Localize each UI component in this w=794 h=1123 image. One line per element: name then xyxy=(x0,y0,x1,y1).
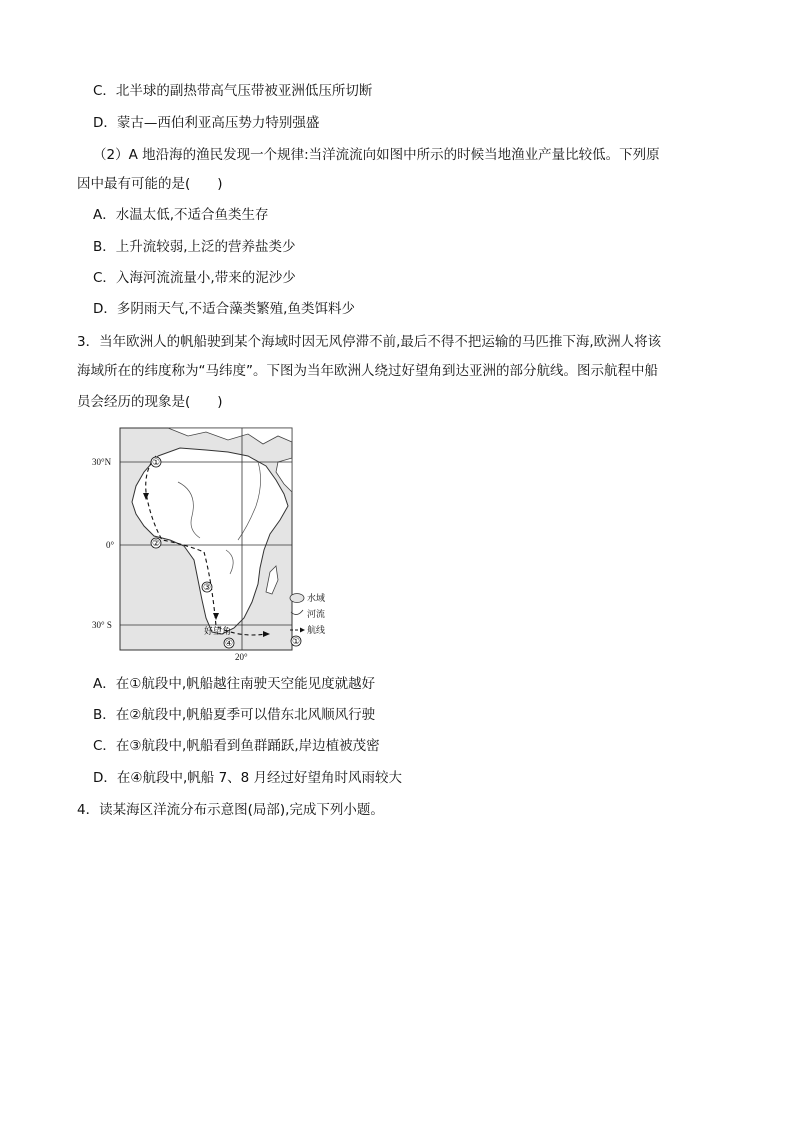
q3-option-b: B．在②航段中,帆船夏季可以借东北风顺风行驶 xyxy=(93,707,376,723)
q2-part1-option-c: C．北半球的副热带高气压带被亚洲低压所切断 xyxy=(93,83,373,99)
q3-option-d: D．在④航段中,帆船 7、8 月经过好望角时风雨较大 xyxy=(93,770,403,786)
legend-river-label: 河流 xyxy=(307,610,326,620)
cape-of-good-hope-label: 好望角 xyxy=(204,627,232,637)
lon-label-20: 20° xyxy=(235,652,248,662)
q2-part2-option-b: B．上升流较弱,上泛的营养盐类少 xyxy=(93,239,296,255)
q3-option-a: A．在①航段中,帆船越往南驶天空能见度就越好 xyxy=(93,676,376,692)
q3-route-map xyxy=(88,422,338,664)
legend-water-label: 水域 xyxy=(307,594,326,604)
segment-marker-2: ② xyxy=(151,539,161,549)
q2-part2-option-d: D．多阴雨天气,不适合藻类繁殖,鱼类饵料少 xyxy=(93,301,355,317)
q2-part1-option-d: D．蒙古—西伯利亚高压势力特别强盛 xyxy=(93,115,320,131)
segment-marker-3: ③ xyxy=(202,583,212,593)
segment-marker-4: ④ xyxy=(224,639,234,649)
q2-part2-stem-line1: （2）A 地沿海的渔民发现一个规律:当洋流流向如图中所示的时候当地渔业产量比较低。下列原 xyxy=(93,147,660,163)
lat-label-30n: 30°N xyxy=(92,457,112,467)
segment-marker-1: ① xyxy=(151,458,161,468)
legend-water-symbol xyxy=(290,594,304,603)
q3-stem-line1: 3．当年欧洲人的帆船驶到某个海域时因无风停滞不前,最后不得不把运输的马匹推下海,欧洲人将该 xyxy=(77,334,662,350)
lat-label-30s: 30° S xyxy=(92,620,112,630)
q3-stem-line2: 海域所在的纬度称为“马纬度”。下图为当年欧洲人绕过好望角到达亚洲的部分航线。图示航程中船 xyxy=(77,363,658,379)
q3-option-c: C．在③航段中,帆船看到鱼群踊跃,岸边植被茂密 xyxy=(93,738,380,754)
q2-part2-option-c: C．入海河流流量小,带来的泥沙少 xyxy=(93,270,296,286)
q2-part2-stem-line2: 因中最有可能的是( ) xyxy=(77,176,223,192)
legend-segment-marker: ① xyxy=(291,637,301,647)
legend-river-symbol xyxy=(291,610,303,615)
q4-stem: 4．读某海区洋流分布示意图(局部),完成下列小题。 xyxy=(77,802,384,818)
lat-label-0: 0° xyxy=(106,540,115,550)
q2-part2-option-a: A．水温太低,不适合鱼类生存 xyxy=(93,207,269,223)
legend-route-label: 航线 xyxy=(307,626,326,636)
q3-stem-line3: 员会经历的现象是( ) xyxy=(77,394,223,410)
